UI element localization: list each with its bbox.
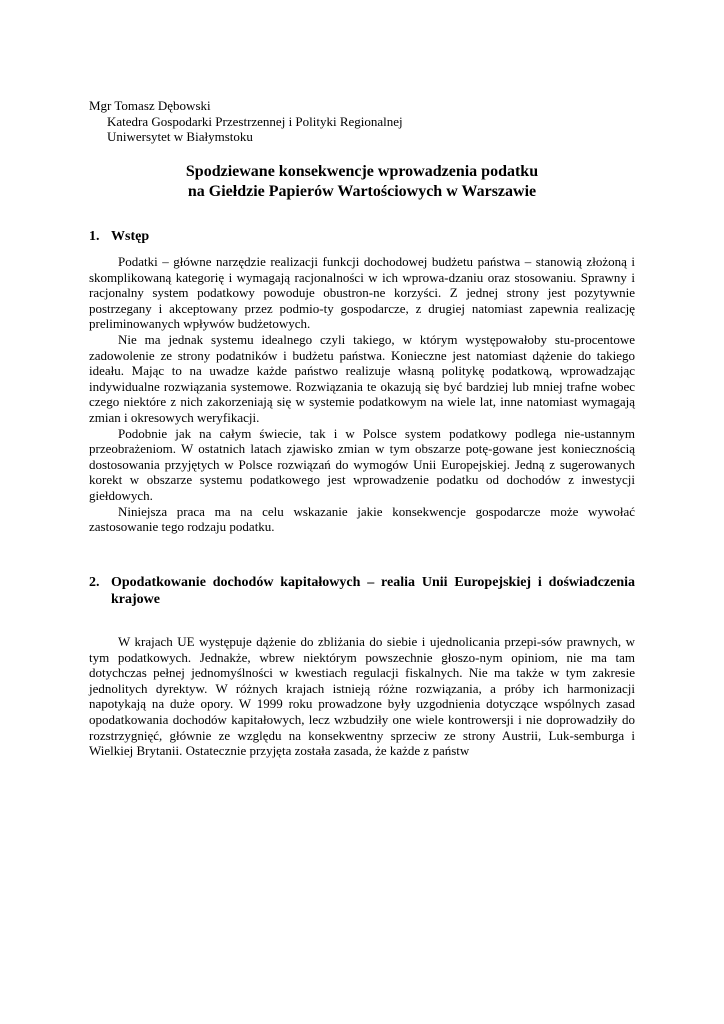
author-department: Katedra Gospodarki Przestrzennej i Polityki Regionalnej [107, 113, 403, 129]
author-name: Mgr Tomasz Dębowski [89, 98, 211, 113]
author-university: Uniwersytet w Białymstoku [107, 129, 253, 145]
paragraph: Niniejsza praca ma na celu wskazanie jakie konsekwencje gospodarcze może wywołać zastosowanie tego rodzaju podatku. [89, 503, 635, 535]
paper-title [89, 162, 635, 202]
section-2-heading [89, 574, 635, 608]
section-1-title: Wstęp [111, 229, 150, 244]
section-2-number: 2. [89, 575, 100, 590]
section-1-heading [89, 228, 635, 245]
section-2-title: Opodatkowanie dochodów kapitałowych – realia Unii Europejskiej i doświadczenia krajowe [111, 575, 635, 607]
section-1-number: 1. [89, 229, 100, 244]
title-line-2: na Giełdzie Papierów Wartościowych w Warszawie [187, 183, 537, 200]
paragraph: Podatki – główne narzędzie realizacji funkcji dochodowej budżetu państwa – stanowią złożoną i skomplikowaną kategorię i wymagają racjonalności w ich wprowa-dzaniu oraz stosowaniu. Sprawny i racjonalny system podatkowy powoduje obustron-ne korzyści. Z jednej strony jest pozytywnie postrzegany i akceptowany przez podmio-ty gospodarcze, z drugiej natomiast zapewnia realizację preliminowanych wpływów budżetowych. [89, 254, 635, 332]
section-1-body [89, 254, 635, 535]
paragraph: Podobnie jak na całym świecie, tak i w Polsce system podatkowy podlega nie-ustannym przeobrażeniom. W ostatnich latach zjawisko zmian w tym obszarze potę-gowane jest koniecznością dostosowania przyjętych w Polsce rozwiązań do wymogów Unii Europejskiej. Jedną z sugerowanych korekt w obszarze systemu podatkowego jest wprowadzenie podatku od dochodów z inwestycji giełdowych. [89, 425, 635, 503]
paragraph: W krajach UE występuje dążenie do zbliżania do siebie i ujednolicania przepi-sów prawnych, w tym podatkowych. Jednakże, wbrew niektórym powszechnie głoszo-nym opiniom, nie ma tam dotychczas pełnej jednomyślności w kwestiach regulacji fiskalnych. Nie ma także w tym zakresie jednolitych dyrektyw. W różnych krajach istnieją różne rozwiązania, a próby ich harmonizacji napotykają na duże opory. W 1999 roku prowadzone były uzgodnienia dotyczące wspólnych zasad opodatkowania dochodów kapitałowych, lecz wzbudziły one wiele kontrowersji i nie doprowadziły do rozstrzygnięć, głównie ze względu na konsekwentny sprzeciw ze strony Austrii, Luk-semburga i Wielkiej Brytanii. Ostatecznie przyjęta została zasada, że każde z państw [89, 634, 635, 759]
paragraph: Nie ma jednak systemu idealnego czyli takiego, w którym występowałoby stu-procentowe zadowolenie ze strony podatników i budżetu państwa. Konieczne jest natomiast dążenie do takiego ideału. Mając to na uwadze każde państwo realizuje własną politykę podatkową, wprowadzając indywidualne rozwiązania systemowe. Rozwiązania te okazują się być bardziej lub mniej trafne wobec czego niektóre z nich zakorzeniają się w systemie podatkowym na wiele lat, inne natomiast wymagają zmian i okresowych weryfikacji. [89, 331, 635, 425]
section-2-body [89, 634, 635, 759]
title-line-1: Spodziewane konsekwencje wprowadzenia podatku [185, 163, 539, 180]
author-block [89, 98, 403, 145]
